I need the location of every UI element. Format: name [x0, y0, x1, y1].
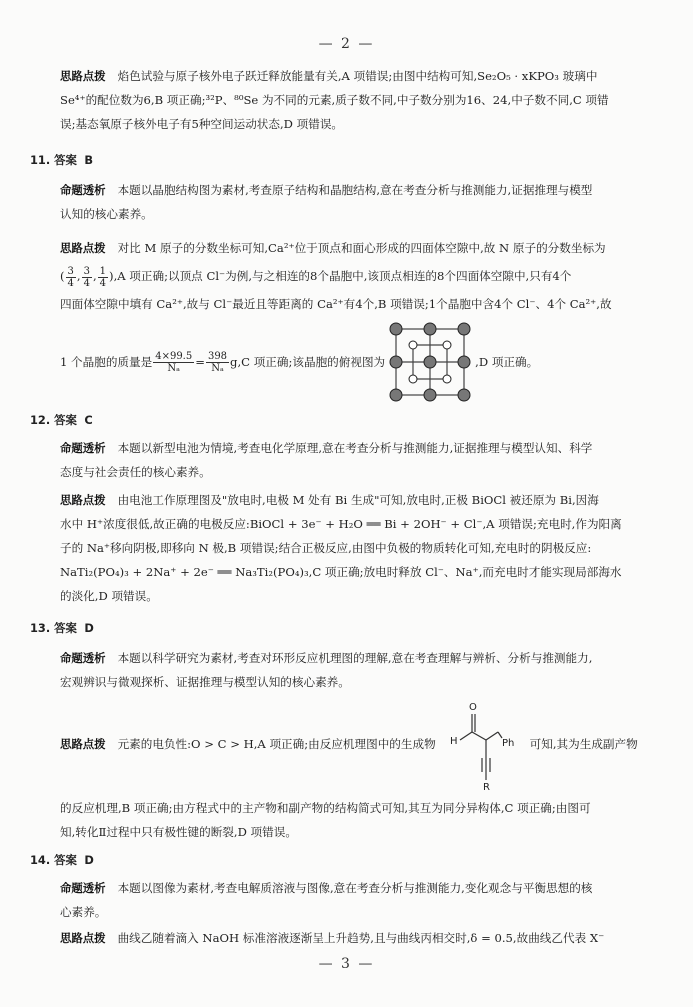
page-number-top: — 2 — — [318, 36, 375, 52]
q14-intent-line2: 心素养。 — [60, 905, 107, 919]
q12-intent-line2: 态度与社会责任的核心素养。 — [60, 465, 211, 479]
mass-fraction-2: $\frac{398}{\text{Nₐ}}$ — [207, 350, 228, 374]
coordinate-open: ( — [60, 269, 65, 283]
q12-answer-heading — [30, 412, 608, 428]
intent-label: 命题透析 — [60, 881, 106, 895]
q10-hint-line1: 焰色试验与原子核外电子跃迁释放能量有关,A 项错误;由图中结构可知,Se₂O₅ · xKPO₃ 玻璃中 — [117, 69, 598, 83]
intent-label: 命题透析 — [60, 651, 106, 665]
q12-number: 12. 答案 — [30, 413, 77, 427]
q13-hint-line1 — [60, 696, 638, 792]
q11-intent-line2: 认知的核心素养。 — [60, 207, 153, 221]
q13-number: 13. 答案 — [30, 621, 77, 635]
q11-answer: B — [84, 153, 93, 167]
q14-intent — [60, 876, 638, 924]
r-group-label: R — [482, 782, 490, 792]
product-structure-figure — [440, 696, 526, 792]
fraction-2: $\frac{3}{4}$ — [83, 265, 90, 289]
q12-intent — [60, 436, 638, 484]
q13-intent — [60, 646, 638, 694]
q14-answer-heading — [30, 852, 608, 868]
mass-prefix: 1 个晶胞的质量是 — [60, 355, 153, 369]
q14-intent-line1: 本题以图像为素材,考查电解质溶液与图像,意在考查分析与推测能力,变化观念与平衡思想的核 — [117, 881, 593, 895]
h-atom-label: H — [449, 736, 458, 747]
q12-hint-line4: NaTi₂(PO₄)₃ + 2Na⁺ + 2e⁻ ══ Na₃Ti₂(PO₄)₃,C 项正确;放电时释放 Cl⁻、Na⁺,而充电时才能实现局部海水 — [60, 565, 622, 579]
fraction-1: $\frac{3}{4}$ — [67, 265, 74, 289]
ph-group-label: Ph — [501, 738, 515, 749]
q12-hint-line5: 的淡化,D 项错误。 — [60, 589, 158, 603]
page-number-bottom: — 3 — — [318, 956, 375, 972]
q13-intent-line2: 宏观辨识与微观探析、证据推理与模型认知的核心素养。 — [60, 675, 350, 689]
q10-hint-line3: 误;基态氧原子核外电子有5种空间运动状态,D 项错误。 — [60, 117, 344, 131]
q11-hint-line1: 对比 M 原子的分数坐标可知,Ca²⁺位于顶点和面心形成的四面体空隙中,故 N 原子的分数坐标为 — [117, 241, 606, 255]
q13-answer-heading — [30, 620, 608, 636]
q10-hint — [60, 64, 638, 136]
q11-intent-line1: 本题以晶胞结构图为素材,考查原子结构和晶胞结构,意在考查分析与推测能力,证据推理与模型 — [117, 183, 593, 197]
q11-mass-line: 1 个晶胞的质量是 $\frac{4\times 99.5}{\text{Nₐ}}$ = $\frac{398}{\text{Nₐ}}$ g,C 项正确;该晶胞的俯视图为 ,D 项正确。 — [60, 320, 638, 404]
hint-label: 思路点拨 — [60, 931, 106, 945]
q12-intent-line1: 本题以新型电池为情境,考查电化学原理,意在考查分析与推测能力,证据推理与模型认知、科学 — [117, 441, 593, 455]
q14-answer: D — [84, 853, 94, 867]
q14-hint — [60, 926, 638, 950]
q12-hint-line1: 由电池工作原理图及"放电时,电极 M 处有 Bi 生成"可知,放电时,正极 BiOCl 被还原为 Bi,因海 — [117, 493, 599, 507]
mass-fraction-1: $\frac{4\times 99.5}{\text{Nₐ}}$ — [155, 350, 193, 374]
q11-number: 11. 答案 — [30, 153, 77, 167]
o-atom-label: O — [468, 702, 477, 713]
q11-hint-line3: 四面体空隙中填有 Ca²⁺,故与 Cl⁻最近且等距离的 Ca²⁺有4个,B 项错误;1个晶胞中含4个 Cl⁻、4个 Ca²⁺,故 — [60, 297, 612, 311]
q14-hint-line1: 曲线乙随着滴入 NaOH 标准溶液逐渐呈上升趋势,且与曲线丙相交时,δ = 0.5,故曲线乙代表 X⁻ — [117, 931, 605, 945]
q13-hint-line3: 知,转化Ⅱ过程中只有极性键的断裂,D 项错误。 — [60, 825, 297, 839]
q13-hint-line2: 的反应机理,B 项正确;由方程式中的主产物和副产物的结构简式可知,其互为同分异构体,C 项正确;由图可 — [60, 801, 591, 815]
intent-label: 命题透析 — [60, 441, 106, 455]
q12-hint-line3: 子的 Na⁺移向阴极,即移向 N 极,B 项错误;结合正极反应,由图中负极的物质转化可知,充电时的阴极反应: — [60, 541, 592, 555]
fraction-3: $\frac{1}{4}$ — [99, 265, 107, 289]
q12-hint — [60, 488, 638, 608]
coordinate-close: ) — [109, 269, 114, 283]
hint-label: 思路点拨 — [60, 241, 106, 255]
q11-hint-line2-rest: ,A 项正确;以顶点 Cl⁻为例,与之相连的8个晶胞中,该顶点相连的8个四面体空隙中,只有4个 — [113, 269, 572, 283]
q13-hint-rest — [60, 796, 638, 844]
hint-label: 思路点拨 — [60, 69, 106, 83]
mass-end: ,D 项正确。 — [475, 355, 539, 369]
q13-hint-line1-b: 可知,其为生成副产物 — [529, 737, 638, 751]
hint-label: 思路点拨 — [60, 493, 106, 507]
q11-hint — [60, 236, 638, 316]
q12-hint-line2: 水中 H⁺浓度很低,故正确的电极反应:BiOCl + 3e⁻ + H₂O ══ Bi + 2OH⁻ + Cl⁻,A 项错误;充电时,作为阳离 — [60, 517, 622, 531]
hint-label: 思路点拨 — [60, 737, 106, 751]
mass-suffix: g,C 项正确;该晶胞的俯视图为 — [230, 355, 386, 369]
q11-answer-heading — [30, 152, 608, 168]
q13-intent-line1: 本题以科学研究为素材,考查对环形反应机理图的理解,意在考查理解与辨析、分析与推测能力, — [117, 651, 593, 665]
q11-intent — [60, 178, 638, 226]
q13-hint-line1-a: 元素的电负性:O > C > H,A 项正确;由反应机理图中的生成物 — [117, 737, 436, 751]
q11-hint-line2: ( $\frac{3}{4}$ , $\frac{3}{4}$ , $\frac{1}{4}$ ),A 项正确;以顶点 Cl⁻为例,与之相连的8个晶胞中,该顶点相连的8个四面体空隙中,只有4个 — [60, 265, 572, 289]
crystal-top-view-figure — [387, 320, 473, 404]
intent-label: 命题透析 — [60, 183, 106, 197]
q13-answer: D — [84, 621, 94, 635]
q12-answer: C — [84, 413, 93, 427]
q14-number: 14. 答案 — [30, 853, 77, 867]
q10-hint-line2: Se⁴⁺的配位数为6,B 项正确;³²P、⁸⁰Se 为不同的元素,质子数不同,中子数分别为16、24,中子数不同,C 项错 — [60, 93, 609, 107]
